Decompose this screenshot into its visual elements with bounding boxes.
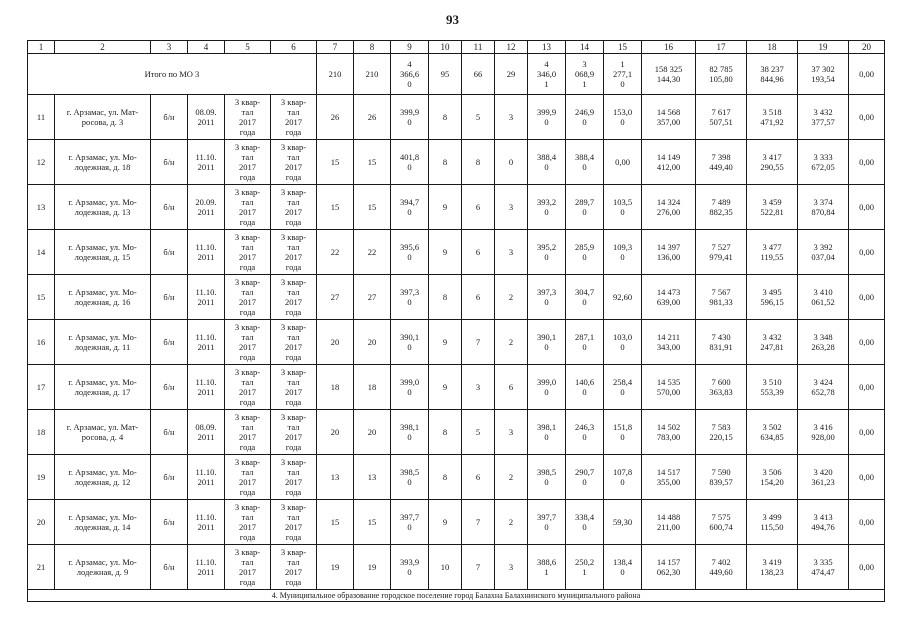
cell-col-1: 13 [28, 185, 55, 230]
total-value-col-13: 4 346,0 1 [528, 54, 566, 95]
cell-col-13: 398,1 0 [528, 410, 566, 455]
cell-col-16: 14 211 343,00 [642, 320, 696, 365]
cell-col-12: 2 [495, 320, 528, 365]
cell-col-4: 11.10. 2011 [188, 365, 225, 410]
cell-col-17: 7 489 882,35 [696, 185, 747, 230]
cell-col-20: 0,00 [849, 275, 885, 320]
page-number: 93 [446, 12, 459, 27]
cell-col-9: 398,5 0 [391, 455, 429, 500]
cell-col-13: 399,0 0 [528, 365, 566, 410]
cell-col-12: 2 [495, 275, 528, 320]
cell-col-1: 15 [28, 275, 55, 320]
cell-col-1: 20 [28, 500, 55, 545]
cell-col-14: 287,1 0 [566, 320, 604, 365]
cell-col-9: 393,9 0 [391, 545, 429, 590]
column-number-17: 17 [696, 41, 747, 54]
cell-col-17: 7 590 839,57 [696, 455, 747, 500]
cell-col-7: 15 [317, 185, 354, 230]
cell-col-8: 20 [354, 410, 391, 455]
address-cell: г. Арзамас, ул. Мо- лодежная, д. 17 [55, 365, 151, 410]
column-number-5: 5 [225, 41, 271, 54]
cell-col-3: б/н [151, 95, 188, 140]
cell-col-14: 246,9 0 [566, 95, 604, 140]
cell-col-3: б/н [151, 500, 188, 545]
cell-col-14: 338,4 0 [566, 500, 604, 545]
total-label: Итого по МО 3 [28, 54, 317, 95]
cell-col-16: 14 535 570,00 [642, 365, 696, 410]
cell-col-15: 107,8 0 [604, 455, 642, 500]
cell-col-18: 3 495 596,15 [747, 275, 798, 320]
total-value-col-16: 158 325 144,30 [642, 54, 696, 95]
cell-col-18: 3 518 471,92 [747, 95, 798, 140]
cell-col-5: 3 квар- тал 2017 года [225, 365, 271, 410]
cell-col-19: 3 420 361,23 [798, 455, 849, 500]
cell-col-3: б/н [151, 410, 188, 455]
total-value-col-11: 66 [462, 54, 495, 95]
cell-col-9: 397,7 0 [391, 500, 429, 545]
cell-col-3: б/н [151, 140, 188, 185]
table-row [28, 365, 885, 410]
cell-col-11: 7 [462, 500, 495, 545]
cell-col-4: 11.10. 2011 [188, 545, 225, 590]
cell-col-14: 304,7 0 [566, 275, 604, 320]
column-number-8: 8 [354, 41, 391, 54]
cell-col-20: 0,00 [849, 320, 885, 365]
cell-col-5: 3 квар- тал 2017 года [225, 320, 271, 365]
cell-col-6: 3 квар- тал 2017 года [271, 230, 317, 275]
cell-col-7: 20 [317, 410, 354, 455]
cell-col-3: б/н [151, 320, 188, 365]
cell-col-9: 399,9 0 [391, 95, 429, 140]
total-row [28, 54, 885, 95]
cell-col-1: 21 [28, 545, 55, 590]
cell-col-8: 26 [354, 95, 391, 140]
cell-col-5: 3 квар- тал 2017 года [225, 410, 271, 455]
cell-col-11: 6 [462, 455, 495, 500]
cell-col-7: 27 [317, 275, 354, 320]
cell-col-15: 258,4 0 [604, 365, 642, 410]
column-number-13: 13 [528, 41, 566, 54]
cell-col-10: 9 [429, 185, 462, 230]
total-value-col-15: 1 277,1 0 [604, 54, 642, 95]
total-value-col-7: 210 [317, 54, 354, 95]
cell-col-16: 14 149 412,00 [642, 140, 696, 185]
cell-col-15: 103,0 0 [604, 320, 642, 365]
address-cell: г. Арзамас, ул. Мо- лодежная, д. 11 [55, 320, 151, 365]
cell-col-19: 3 335 474,47 [798, 545, 849, 590]
cell-col-7: 18 [317, 365, 354, 410]
cell-col-8: 15 [354, 140, 391, 185]
cell-col-13: 397,7 0 [528, 500, 566, 545]
cell-col-15: 153,0 0 [604, 95, 642, 140]
column-number-15: 15 [604, 41, 642, 54]
cell-col-1: 14 [28, 230, 55, 275]
cell-col-9: 398,1 0 [391, 410, 429, 455]
housing-register-table [27, 40, 885, 602]
table-row [28, 185, 885, 230]
cell-col-18: 3 419 138,23 [747, 545, 798, 590]
cell-col-14: 289,7 0 [566, 185, 604, 230]
table-row [28, 320, 885, 365]
cell-col-4: 08.09. 2011 [188, 95, 225, 140]
table-body [28, 41, 885, 602]
table-row [28, 410, 885, 455]
cell-col-8: 15 [354, 500, 391, 545]
cell-col-10: 8 [429, 410, 462, 455]
address-cell: г. Арзамас, ул. Мат- росова, д. 4 [55, 410, 151, 455]
table-row [28, 455, 885, 500]
cell-col-13: 388,4 0 [528, 140, 566, 185]
cell-col-18: 3 502 634,85 [747, 410, 798, 455]
cell-col-10: 9 [429, 320, 462, 365]
cell-col-12: 2 [495, 455, 528, 500]
cell-col-20: 0,00 [849, 230, 885, 275]
cell-col-7: 22 [317, 230, 354, 275]
cell-col-17: 7 402 449,60 [696, 545, 747, 590]
cell-col-17: 7 575 600,74 [696, 500, 747, 545]
cell-col-1: 11 [28, 95, 55, 140]
address-cell: г. Арзамас, ул. Мо- лодежная, д. 18 [55, 140, 151, 185]
total-value-col-19: 37 302 193,54 [798, 54, 849, 95]
cell-col-10: 8 [429, 95, 462, 140]
table-row [28, 140, 885, 185]
cell-col-15: 59,30 [604, 500, 642, 545]
cell-col-12: 3 [495, 545, 528, 590]
cell-col-14: 285,9 0 [566, 230, 604, 275]
cell-col-6: 3 квар- тал 2017 года [271, 275, 317, 320]
cell-col-8: 15 [354, 185, 391, 230]
cell-col-3: б/н [151, 275, 188, 320]
cell-col-15: 138,4 0 [604, 545, 642, 590]
address-cell: г. Арзамас, ул. Мо- лодежная, д. 16 [55, 275, 151, 320]
column-number-18: 18 [747, 41, 798, 54]
address-cell: г. Арзамас, ул. Мо- лодежная, д. 9 [55, 545, 151, 590]
cell-col-16: 14 157 062,30 [642, 545, 696, 590]
cell-col-13: 398,5 0 [528, 455, 566, 500]
column-number-11: 11 [462, 41, 495, 54]
cell-col-12: 3 [495, 230, 528, 275]
section-heading-row [28, 590, 885, 602]
cell-col-19: 3 424 652,78 [798, 365, 849, 410]
cell-col-11: 6 [462, 230, 495, 275]
cell-col-6: 3 квар- тал 2017 года [271, 545, 317, 590]
cell-col-9: 390,1 0 [391, 320, 429, 365]
cell-col-18: 3 432 247,81 [747, 320, 798, 365]
cell-col-17: 7 617 507,51 [696, 95, 747, 140]
cell-col-10: 8 [429, 140, 462, 185]
cell-col-7: 15 [317, 500, 354, 545]
cell-col-18: 3 499 115,50 [747, 500, 798, 545]
address-cell: г. Арзамас, ул. Мо- лодежная, д. 15 [55, 230, 151, 275]
cell-col-19: 3 348 263,28 [798, 320, 849, 365]
cell-col-6: 3 квар- тал 2017 года [271, 500, 317, 545]
cell-col-1: 12 [28, 140, 55, 185]
cell-col-15: 0,00 [604, 140, 642, 185]
cell-col-19: 3 410 061,52 [798, 275, 849, 320]
cell-col-4: 11.10. 2011 [188, 140, 225, 185]
cell-col-4: 11.10. 2011 [188, 275, 225, 320]
cell-col-5: 3 квар- тал 2017 года [225, 500, 271, 545]
column-number-2: 2 [55, 41, 151, 54]
cell-col-7: 20 [317, 320, 354, 365]
column-number-4: 4 [188, 41, 225, 54]
cell-col-20: 0,00 [849, 410, 885, 455]
column-number-16: 16 [642, 41, 696, 54]
cell-col-6: 3 квар- тал 2017 года [271, 410, 317, 455]
cell-col-13: 395,2 0 [528, 230, 566, 275]
cell-col-4: 20.09. 2011 [188, 185, 225, 230]
cell-col-8: 20 [354, 320, 391, 365]
cell-col-13: 399,9 0 [528, 95, 566, 140]
cell-col-5: 3 квар- тал 2017 года [225, 95, 271, 140]
cell-col-1: 16 [28, 320, 55, 365]
column-number-row [28, 41, 885, 54]
cell-col-3: б/н [151, 230, 188, 275]
cell-col-20: 0,00 [849, 455, 885, 500]
cell-col-19: 3 392 037,04 [798, 230, 849, 275]
cell-col-11: 6 [462, 185, 495, 230]
cell-col-9: 399,0 0 [391, 365, 429, 410]
column-number-7: 7 [317, 41, 354, 54]
address-cell: г. Арзамас, ул. Мо- лодежная, д. 14 [55, 500, 151, 545]
cell-col-11: 6 [462, 275, 495, 320]
column-number-9: 9 [391, 41, 429, 54]
table-row [28, 230, 885, 275]
cell-col-15: 109,3 0 [604, 230, 642, 275]
cell-col-1: 17 [28, 365, 55, 410]
cell-col-19: 3 374 870,84 [798, 185, 849, 230]
cell-col-11: 7 [462, 545, 495, 590]
cell-col-6: 3 квар- тал 2017 года [271, 455, 317, 500]
column-number-12: 12 [495, 41, 528, 54]
table-row [28, 500, 885, 545]
address-cell: г. Арзамас, ул. Мат- росова, д. 3 [55, 95, 151, 140]
column-number-6: 6 [271, 41, 317, 54]
total-value-col-20: 0,00 [849, 54, 885, 95]
cell-col-19: 3 416 928,00 [798, 410, 849, 455]
cell-col-20: 0,00 [849, 545, 885, 590]
cell-col-11: 5 [462, 95, 495, 140]
cell-col-3: б/н [151, 545, 188, 590]
column-number-20: 20 [849, 41, 885, 54]
cell-col-16: 14 488 211,00 [642, 500, 696, 545]
cell-col-9: 397,3 0 [391, 275, 429, 320]
cell-col-12: 3 [495, 185, 528, 230]
cell-col-10: 8 [429, 455, 462, 500]
cell-col-18: 3 459 522,81 [747, 185, 798, 230]
cell-col-11: 7 [462, 320, 495, 365]
cell-col-15: 92,60 [604, 275, 642, 320]
cell-col-14: 140,6 0 [566, 365, 604, 410]
cell-col-18: 3 417 290,55 [747, 140, 798, 185]
cell-col-12: 0 [495, 140, 528, 185]
cell-col-6: 3 квар- тал 2017 года [271, 95, 317, 140]
cell-col-17: 7 600 363,83 [696, 365, 747, 410]
cell-col-16: 14 568 357,00 [642, 95, 696, 140]
cell-col-9: 395,6 0 [391, 230, 429, 275]
cell-col-18: 3 506 154,20 [747, 455, 798, 500]
column-number-1: 1 [28, 41, 55, 54]
cell-col-19: 3 432 377,57 [798, 95, 849, 140]
column-number-10: 10 [429, 41, 462, 54]
cell-col-15: 151,8 0 [604, 410, 642, 455]
total-value-col-18: 38 237 844,96 [747, 54, 798, 95]
cell-col-7: 15 [317, 140, 354, 185]
cell-col-17: 7 398 449,40 [696, 140, 747, 185]
cell-col-16: 14 397 136,00 [642, 230, 696, 275]
cell-col-8: 13 [354, 455, 391, 500]
address-cell: г. Арзамас, ул. Мо- лодежная, д. 13 [55, 185, 151, 230]
cell-col-4: 08.09. 2011 [188, 410, 225, 455]
cell-col-3: б/н [151, 365, 188, 410]
cell-col-10: 9 [429, 500, 462, 545]
cell-col-5: 3 квар- тал 2017 года [225, 275, 271, 320]
cell-col-15: 103,5 0 [604, 185, 642, 230]
cell-col-8: 27 [354, 275, 391, 320]
cell-col-6: 3 квар- тал 2017 года [271, 365, 317, 410]
cell-col-13: 397,3 0 [528, 275, 566, 320]
cell-col-9: 401,8 0 [391, 140, 429, 185]
address-cell: г. Арзамас, ул. Мо- лодежная, д. 12 [55, 455, 151, 500]
cell-col-19: 3 413 494,76 [798, 500, 849, 545]
column-number-14: 14 [566, 41, 604, 54]
cell-col-10: 10 [429, 545, 462, 590]
cell-col-4: 11.10. 2011 [188, 230, 225, 275]
section-heading: 4. Муниципальное образование городское поселение город Балахна Балахнинского муниципального района [28, 590, 885, 602]
cell-col-4: 11.10. 2011 [188, 320, 225, 365]
cell-col-14: 290,7 0 [566, 455, 604, 500]
total-value-col-8: 210 [354, 54, 391, 95]
cell-col-20: 0,00 [849, 185, 885, 230]
cell-col-10: 9 [429, 365, 462, 410]
table-row [28, 545, 885, 590]
column-number-19: 19 [798, 41, 849, 54]
cell-col-7: 19 [317, 545, 354, 590]
total-value-col-17: 82 785 105,80 [696, 54, 747, 95]
cell-col-14: 250,2 1 [566, 545, 604, 590]
cell-col-5: 3 квар- тал 2017 года [225, 455, 271, 500]
cell-col-5: 3 квар- тал 2017 года [225, 185, 271, 230]
cell-col-20: 0,00 [849, 500, 885, 545]
cell-col-9: 394,7 0 [391, 185, 429, 230]
cell-col-11: 5 [462, 410, 495, 455]
cell-col-8: 19 [354, 545, 391, 590]
cell-col-16: 14 473 639,00 [642, 275, 696, 320]
cell-col-6: 3 квар- тал 2017 года [271, 140, 317, 185]
cell-col-6: 3 квар- тал 2017 года [271, 320, 317, 365]
cell-col-20: 0,00 [849, 140, 885, 185]
cell-col-5: 3 квар- тал 2017 года [225, 140, 271, 185]
total-value-col-10: 95 [429, 54, 462, 95]
cell-col-12: 2 [495, 500, 528, 545]
cell-col-19: 3 333 672,05 [798, 140, 849, 185]
cell-col-12: 6 [495, 365, 528, 410]
cell-col-10: 8 [429, 275, 462, 320]
cell-col-14: 246,3 0 [566, 410, 604, 455]
total-value-col-14: 3 068,9 1 [566, 54, 604, 95]
cell-col-12: 3 [495, 410, 528, 455]
cell-col-4: 11.10. 2011 [188, 500, 225, 545]
cell-col-5: 3 квар- тал 2017 года [225, 545, 271, 590]
cell-col-13: 390,1 0 [528, 320, 566, 365]
cell-col-20: 0,00 [849, 365, 885, 410]
cell-col-11: 8 [462, 140, 495, 185]
cell-col-20: 0,00 [849, 95, 885, 140]
table-row [28, 95, 885, 140]
column-number-3: 3 [151, 41, 188, 54]
cell-col-12: 3 [495, 95, 528, 140]
cell-col-17: 7 430 831,91 [696, 320, 747, 365]
cell-col-3: б/н [151, 185, 188, 230]
cell-col-17: 7 583 220,15 [696, 410, 747, 455]
cell-col-13: 393,2 0 [528, 185, 566, 230]
cell-col-16: 14 324 276,00 [642, 185, 696, 230]
cell-col-1: 19 [28, 455, 55, 500]
cell-col-10: 9 [429, 230, 462, 275]
cell-col-3: б/н [151, 455, 188, 500]
cell-col-16: 14 517 355,00 [642, 455, 696, 500]
cell-col-1: 18 [28, 410, 55, 455]
cell-col-6: 3 квар- тал 2017 года [271, 185, 317, 230]
cell-col-13: 388,6 1 [528, 545, 566, 590]
total-value-col-12: 29 [495, 54, 528, 95]
cell-col-8: 22 [354, 230, 391, 275]
cell-col-11: 3 [462, 365, 495, 410]
cell-col-8: 18 [354, 365, 391, 410]
cell-col-7: 26 [317, 95, 354, 140]
table-row [28, 275, 885, 320]
cell-col-16: 14 502 783,00 [642, 410, 696, 455]
total-value-col-9: 4 366,6 0 [391, 54, 429, 95]
cell-col-5: 3 квар- тал 2017 года [225, 230, 271, 275]
cell-col-18: 3 477 119,55 [747, 230, 798, 275]
cell-col-17: 7 567 981,33 [696, 275, 747, 320]
cell-col-18: 3 510 553,39 [747, 365, 798, 410]
cell-col-17: 7 527 979,41 [696, 230, 747, 275]
cell-col-4: 11.10. 2011 [188, 455, 225, 500]
cell-col-7: 13 [317, 455, 354, 500]
cell-col-14: 388,4 0 [566, 140, 604, 185]
